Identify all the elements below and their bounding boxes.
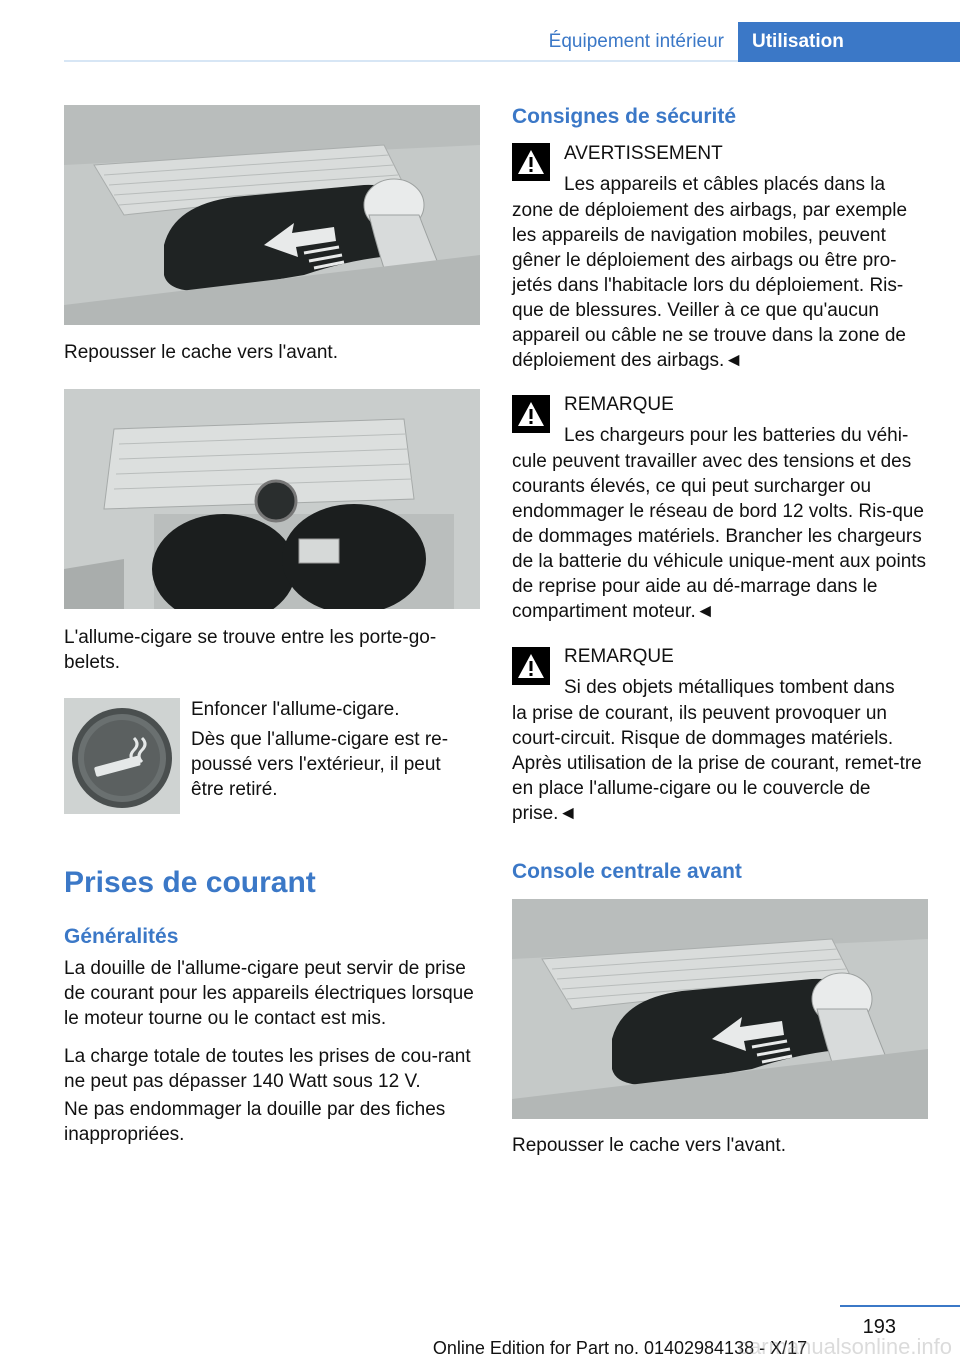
warning-label-3: REMARQUE [564, 646, 674, 667]
cigarette-lighter-figure [64, 698, 180, 814]
lighter-instruction-2: Dès que l'allume-cigare est re-poussé vers l'extérieur, il peut être retiré. [191, 729, 449, 800]
warning-label-1: AVERTISSEMENT [564, 143, 723, 164]
header-chapter-tab: Utilisation [738, 22, 960, 62]
cupholder-figure [64, 389, 480, 609]
warning-text-3-first-line: Si des objets métalliques tombent dans [564, 677, 895, 698]
caption-lighter-location: L'allume-cigare se trouve entre les porte-go-belets. [64, 627, 437, 673]
edition-note: Online Edition for Part no. 01402984138 - X/17 [432, 1338, 808, 1358]
watermark: carmanualsonline.info [737, 1334, 952, 1359]
subheading-safety: Consignes de sécurité [512, 105, 737, 128]
front-console-figure [512, 899, 928, 1119]
warning-triangle-icon [512, 647, 550, 685]
caption-cover: Repousser le cache vers l'avant. [64, 342, 338, 363]
warning-label-2: REMARQUE [564, 394, 674, 415]
header-section-title: Équipement intérieur [548, 31, 724, 52]
warning-text-2-first-line: Les chargeurs pour les batteries du véhi- [564, 425, 909, 446]
warning-triangle-icon [512, 143, 550, 181]
warning-text-1: zone de déploiement des airbags, par exemple les appareils de navigation mobiles, peuvent gêner le déploiement des airbags ou être pro-jetés dans l'habitacle lors du déploiement. Ris-que de blessures. Veiller à ce que qu'aucun appareil ou câble ne se trouve dans la zone de déploiement des airbags.◄ [512, 200, 908, 371]
page-number: 193 [862, 1316, 896, 1338]
warning-text-3: la prise de courant, ils peuvent provoquer un court-circuit. Risque de dommages matériels. Après utilisation de la prise de courant, remet-tre en place l'allume-cigare ou le couvercle de prise.◄ [512, 703, 922, 824]
section-heading-power-outlets: Prises de courant [64, 866, 316, 899]
subheading-general: Généralités [64, 925, 179, 948]
paragraph-general-1: La douille de l'allume-cigare peut servir de prise de courant pour les appareils électriques lorsque le moteur tourne ou le contact est mis. [64, 958, 474, 1029]
warning-text-1-first-line: Les appareils et câbles placés dans la [564, 174, 886, 195]
footer-rule [840, 1305, 960, 1307]
warning-text-2: cule peuvent travailler avec des tensions et des courants élevés, ce qui peut surcharger ou endommager le réseau de bord 12 volts. Ris-que de dommages matériels. Brancher les chargeurs de la batterie du véhicule unique-ment aux points de reprise pour aide au dé-marrage dans le compartiment moteur.◄ [512, 451, 927, 622]
warning-triangle-icon [512, 395, 550, 433]
lighter-instruction-1: Enfoncer l'allume-cigare. [191, 699, 400, 720]
console-cover-figure [64, 105, 480, 325]
subheading-front-console: Console centrale avant [512, 860, 742, 883]
paragraph-general-2: La charge totale de toutes les prises de cou-rant ne peut pas dépasser 140 Watt sous 12 V. [64, 1046, 471, 1092]
caption-front-console: Repousser le cache vers l'avant. [512, 1135, 786, 1156]
paragraph-general-3: Ne pas endommager la douille par des fiches inappropriées. [64, 1099, 446, 1145]
